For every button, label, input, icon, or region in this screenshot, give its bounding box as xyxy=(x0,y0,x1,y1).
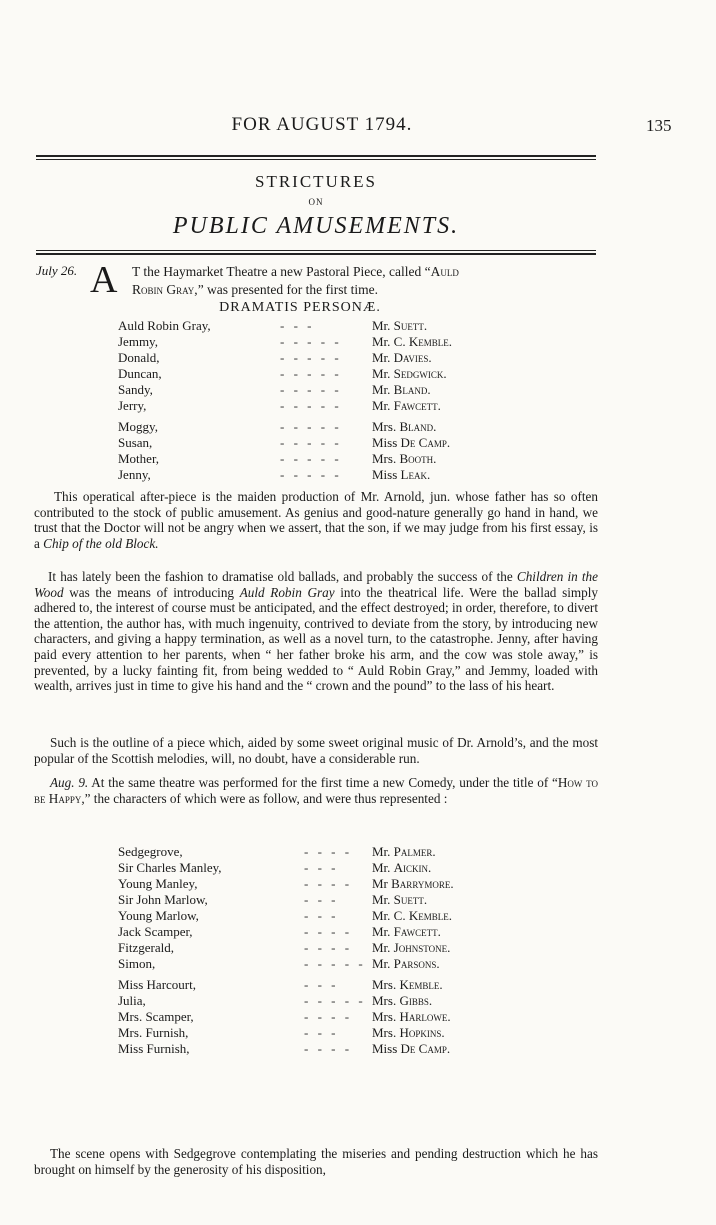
intro-line-1 xyxy=(132,264,459,280)
cast-row xyxy=(118,844,558,860)
cast-role: Mrs. Furnish, xyxy=(118,1025,189,1040)
actor-name: Gibbs. xyxy=(399,993,433,1008)
cast-role: Sedgegrove, xyxy=(118,844,183,859)
cast-row xyxy=(118,366,558,382)
actor-prefix: Mrs. xyxy=(372,451,397,466)
actor-name: Harlowe. xyxy=(399,1009,451,1024)
actor-prefix: Mr. xyxy=(372,334,391,349)
cast-actor xyxy=(372,940,450,956)
cast-row xyxy=(118,1009,558,1025)
cast-leader: - - - xyxy=(304,908,339,923)
cast-leader: - - - xyxy=(304,1025,339,1040)
actor-prefix: Mr. xyxy=(372,860,391,875)
cast-row xyxy=(118,1025,558,1041)
para-text: At the same theatre was performed for the first time a new Comedy, under the title of “ xyxy=(88,775,558,790)
date-label-aug: Aug. 9. xyxy=(50,775,89,790)
title-rule-thick xyxy=(36,253,596,255)
para-text: It has lately been the fashion to dramatise old ballads, and probably the success of the xyxy=(48,569,517,584)
cast-leader: - - - - - xyxy=(280,435,342,450)
page-number: 135 xyxy=(646,116,672,135)
cast-role: Sir John Marlow, xyxy=(118,892,208,907)
paragraph-maiden-production xyxy=(34,489,598,551)
cast-leader: - - - - - xyxy=(280,398,342,413)
para-text: ” the characters of which were as follow, and were thus represented : xyxy=(84,790,448,806)
top-rule-thin xyxy=(36,159,596,160)
actor-name: Bland. xyxy=(399,419,437,434)
actor-name: Johnstone. xyxy=(393,940,451,955)
para-italic: Auld Robin Gray xyxy=(239,584,335,600)
cast-actor xyxy=(372,924,441,940)
cast-actor xyxy=(372,435,450,451)
cast-role: Mother, xyxy=(118,451,159,466)
actor-name: Fawcett. xyxy=(393,924,441,939)
top-rule xyxy=(36,155,596,157)
cast-leader: - - - - xyxy=(304,876,353,891)
section-title-public-amusements: PUBLIC AMUSEMENTS. xyxy=(172,213,460,239)
cast-actor xyxy=(372,876,454,892)
actor-name: De Camp. xyxy=(400,1041,451,1056)
actor-prefix: Mr. xyxy=(372,366,391,381)
cast-leader: - - - xyxy=(304,860,339,875)
cast-row xyxy=(118,435,558,451)
actor-prefix: Miss xyxy=(372,467,398,482)
cast-role: Jerry, xyxy=(118,398,147,413)
actor-name: Palmer. xyxy=(393,844,436,859)
actor-name: C. Kemble. xyxy=(393,334,452,349)
cast-leader: - - - - - xyxy=(280,451,342,466)
cast-row xyxy=(118,334,558,350)
actor-prefix: Mr. xyxy=(372,908,391,923)
cast-row xyxy=(118,318,558,334)
cast-leader: - - - - - xyxy=(280,419,342,434)
paragraph-outline: Such is the outline of a piece which, aided by some sweet original music of Dr. Arnold’s, and the most popular of the Scottish melodies, will, no doubt, have a considerable run. xyxy=(34,735,598,766)
play-title: Auld xyxy=(430,264,459,279)
cast-actor xyxy=(372,1009,451,1025)
paragraph-scene-opens: The scene opens with Sedgegrove contemplating the miseries and pending destruction which he has brought on himself by the generosity of his disposition, xyxy=(34,1146,598,1177)
actor-prefix: Mr. xyxy=(372,350,391,365)
actor-prefix: Mr. xyxy=(372,892,391,907)
cast-role: Jemmy, xyxy=(118,334,158,349)
cast-row xyxy=(118,419,558,435)
actor-prefix: Mrs. xyxy=(372,419,397,434)
actor-prefix: Mr. xyxy=(372,398,391,413)
cast-role: Donald, xyxy=(118,350,160,365)
actor-name: Fawcett. xyxy=(393,398,441,413)
play-title-cont: Robin Gray, xyxy=(132,282,198,297)
cast-row xyxy=(118,1041,558,1057)
paragraph-old-ballads xyxy=(34,569,598,694)
actor-prefix: Mr. xyxy=(372,956,391,971)
actor-prefix: Mrs. xyxy=(372,993,397,1008)
cast-leader: - - - - - xyxy=(304,956,366,971)
cast-row xyxy=(118,876,558,892)
cast-role: Moggy, xyxy=(118,419,158,434)
cast-actor xyxy=(372,993,432,1009)
cast-row xyxy=(118,908,558,924)
intro-text-cont: ” was presented for the first time. xyxy=(197,282,378,297)
actor-name: Hopkins. xyxy=(399,1025,445,1040)
cast-actor xyxy=(372,350,432,366)
cast-actor xyxy=(372,467,430,483)
actor-name: Leak. xyxy=(400,467,431,482)
cast-role: Julia, xyxy=(118,993,146,1008)
cast-leader: - - - - - xyxy=(304,993,366,1008)
title-rule xyxy=(36,250,596,251)
cast-role: Young Marlow, xyxy=(118,908,199,923)
running-head: FOR AUGUST 1794. xyxy=(231,114,413,135)
cast-actor xyxy=(372,1025,445,1041)
cast-role: Mrs. Scamper, xyxy=(118,1009,194,1024)
date-label-july: July 26. xyxy=(36,263,78,278)
cast-row xyxy=(118,892,558,908)
actor-name: De Camp. xyxy=(400,435,451,450)
cast-role: Fitzgerald, xyxy=(118,940,174,955)
cast-actor xyxy=(372,451,436,467)
cast-row xyxy=(118,382,558,398)
cast-actor xyxy=(372,334,452,350)
actor-name: Suett. xyxy=(393,892,428,907)
cast-role: Duncan, xyxy=(118,366,162,381)
section-title-on: ON xyxy=(308,197,324,207)
cast-leader: - - - - - xyxy=(280,366,342,381)
cast-leader: - - - - - xyxy=(280,467,342,482)
cast-row xyxy=(118,398,558,414)
cast-list-robin-gray xyxy=(118,318,558,483)
actor-name: C. Kemble. xyxy=(393,908,452,923)
cast-row xyxy=(118,993,558,1009)
actor-prefix: Mrs. xyxy=(372,1009,397,1024)
cast-role: Sir Charles Manley, xyxy=(118,860,222,875)
cast-leader: - - - xyxy=(304,892,339,907)
actor-name: Parsons. xyxy=(393,956,440,971)
intro-line-2 xyxy=(132,282,378,298)
actor-prefix: Mrs. xyxy=(372,1025,397,1040)
cast-leader: - - - xyxy=(280,318,315,333)
actor-prefix: Mr. xyxy=(372,382,391,397)
cast-row xyxy=(118,924,558,940)
cast-row xyxy=(118,940,558,956)
cast-leader: - - - - xyxy=(304,1009,353,1024)
cast-row xyxy=(118,977,558,993)
cast-leader: - - - - xyxy=(304,940,353,955)
actor-prefix: Mr. xyxy=(372,924,391,939)
actor-name: Kemble. xyxy=(399,977,443,992)
para-text: This operatical after-piece is the maiden production of Mr. Arnold, jun. whose father has so often contributed to the stock of public amusement. As genius and good-nature generally go hand in hand, we trust that the Doctor will not be angry when we assert, that the son, if we may judge from his first essay, is a xyxy=(34,489,598,551)
actor-prefix: Miss xyxy=(372,435,398,450)
cast-leader: - - - - - xyxy=(280,334,342,349)
cast-role: Simon, xyxy=(118,956,156,971)
cast-list-how-to-be-happy xyxy=(118,844,558,1057)
cast-actor xyxy=(372,318,427,334)
intro-text: T the Haymarket Theatre a new Pastoral Piece, called “ xyxy=(132,264,431,279)
cast-actor xyxy=(372,1041,450,1057)
section-title-strictures: STRICTURES xyxy=(254,172,378,191)
cast-actor xyxy=(372,382,431,398)
cast-role: Miss Harcourt, xyxy=(118,977,196,992)
para-italic: Chip of the old Block. xyxy=(43,535,159,551)
cast-actor xyxy=(372,908,452,924)
cast-role: Sandy, xyxy=(118,382,153,397)
cast-role: Jack Scamper, xyxy=(118,924,193,939)
cast-actor xyxy=(372,844,436,860)
para-text: was the means of introducing xyxy=(63,584,240,600)
cast-role: Susan, xyxy=(118,435,153,450)
actor-name: Bland. xyxy=(393,382,431,397)
cast-row xyxy=(118,350,558,366)
cast-actor xyxy=(372,892,427,908)
play-title: How to be Happy, xyxy=(34,775,598,806)
cast-row xyxy=(118,860,558,876)
actor-name: Aickin. xyxy=(393,860,432,875)
para-italic: Children in the Wood xyxy=(34,569,598,600)
cast-actor xyxy=(372,366,447,382)
drop-capital: A xyxy=(90,259,118,301)
para-text: into the theatrical life. Were the ballad simply adhered to, the interest of course must be anticipated, and the effect destroyed; in order, therefore, to divert the attention, the author has, with much ingenuity, contrived to deviate from the story, by introducing new characters, and giving a happy termination, as well as a novel turn, to the catastrophe. Jenny, after having paid every attention to her parents, when “ her father broke his arm, and the cow was stole away,” is prevented, by a lucky fainting fit, from being wedded to “ Auld Robin Gray,” and Jemmy, loaded with wealth, arrives just in time to give his hand and the “ crown and the pound” to the lass of his heart. xyxy=(34,584,598,694)
dramatis-personae-heading: DRAMATIS PERSONÆ. xyxy=(219,300,381,315)
cast-row xyxy=(118,956,558,972)
cast-role: Young Manley, xyxy=(118,876,198,891)
cast-leader: - - - xyxy=(304,977,339,992)
actor-name: Booth. xyxy=(399,451,437,466)
cast-leader: - - - - - xyxy=(280,382,342,397)
cast-leader: - - - - xyxy=(304,1041,353,1056)
cast-actor xyxy=(372,860,431,876)
cast-leader: - - - - xyxy=(304,844,353,859)
cast-actor xyxy=(372,419,436,435)
cast-actor xyxy=(372,977,443,993)
cast-actor xyxy=(372,398,441,414)
cast-role: Miss Furnish, xyxy=(118,1041,190,1056)
cast-role: Jenny, xyxy=(118,467,151,482)
actor-name: Davies. xyxy=(393,350,432,365)
actor-prefix: Mr xyxy=(372,876,388,891)
cast-leader: - - - - xyxy=(304,924,353,939)
actor-name: Suett. xyxy=(393,318,428,333)
actor-prefix: Mr. xyxy=(372,844,391,859)
paragraph-new-comedy xyxy=(34,775,598,806)
cast-actor xyxy=(372,956,440,972)
actor-prefix: Mr. xyxy=(372,940,391,955)
cast-leader: - - - - - xyxy=(280,350,342,365)
actor-prefix: Mr. xyxy=(372,318,391,333)
actor-name: Sedgwick. xyxy=(393,366,447,381)
cast-row xyxy=(118,451,558,467)
cast-role: Auld Robin Gray, xyxy=(118,318,211,333)
actor-name: Barrymore. xyxy=(391,876,454,891)
actor-prefix: Mrs. xyxy=(372,977,397,992)
actor-prefix: Miss xyxy=(372,1041,398,1056)
cast-row xyxy=(118,467,558,483)
